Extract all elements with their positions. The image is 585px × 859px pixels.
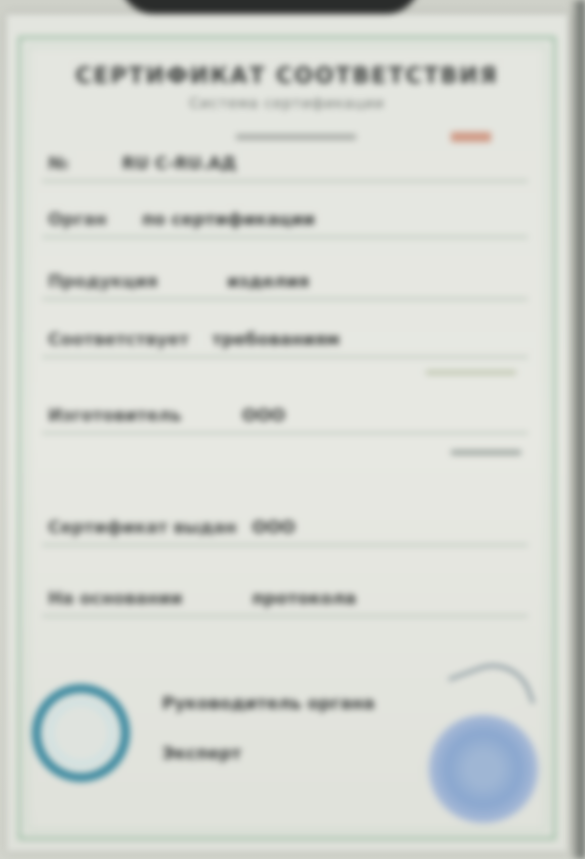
field-label: Продукция: [48, 272, 158, 292]
number-value: RU C-RU.АД: [122, 154, 237, 174]
field-value: требованиям: [212, 330, 340, 350]
field-label: Орган: [48, 210, 107, 230]
official-stamp-left: [32, 684, 130, 782]
field-label: Соответствует: [48, 330, 189, 350]
certificate-subtitle: Система сертификации: [189, 96, 385, 112]
field-label: На основании: [48, 589, 183, 609]
row-underline: [42, 615, 528, 617]
expert-signature-role: Эксперт: [162, 744, 242, 764]
page-edge-shadow: [571, 0, 585, 859]
subtitle-underline: [236, 134, 356, 140]
row-underline: [42, 356, 528, 358]
field-value: ООО: [252, 518, 296, 538]
field-row: [42, 330, 528, 358]
field-value: изделия: [227, 272, 310, 292]
number-label: №: [48, 154, 69, 174]
camera-shadow: [120, 0, 420, 14]
field-row: [42, 272, 528, 300]
row-underline: [42, 180, 528, 182]
grey-line: [451, 450, 521, 455]
field-label: Сертификат выдан: [48, 518, 237, 538]
green-line: [426, 370, 516, 375]
field-value: протокола: [252, 589, 357, 609]
certificate-paper: [6, 14, 568, 852]
field-row: [42, 210, 528, 238]
field-row: [42, 518, 528, 546]
field-row: [42, 406, 528, 434]
row-underline: [42, 236, 528, 238]
certificate-title: СЕРТИФИКАТ СООТВЕТСТВИЯ: [75, 64, 499, 89]
field-label: Изготовитель: [48, 406, 182, 426]
number-row: [42, 154, 528, 182]
field-value: по сертификации: [142, 210, 316, 230]
row-underline: [42, 298, 528, 300]
field-value: ООО: [242, 406, 286, 426]
head-signature-role: Руководитель органа: [162, 694, 375, 714]
red-ink-mark: [451, 132, 491, 142]
row-underline: [42, 432, 528, 434]
row-underline: [42, 544, 528, 546]
field-row: [42, 589, 528, 617]
official-stamp-right: [426, 714, 541, 824]
